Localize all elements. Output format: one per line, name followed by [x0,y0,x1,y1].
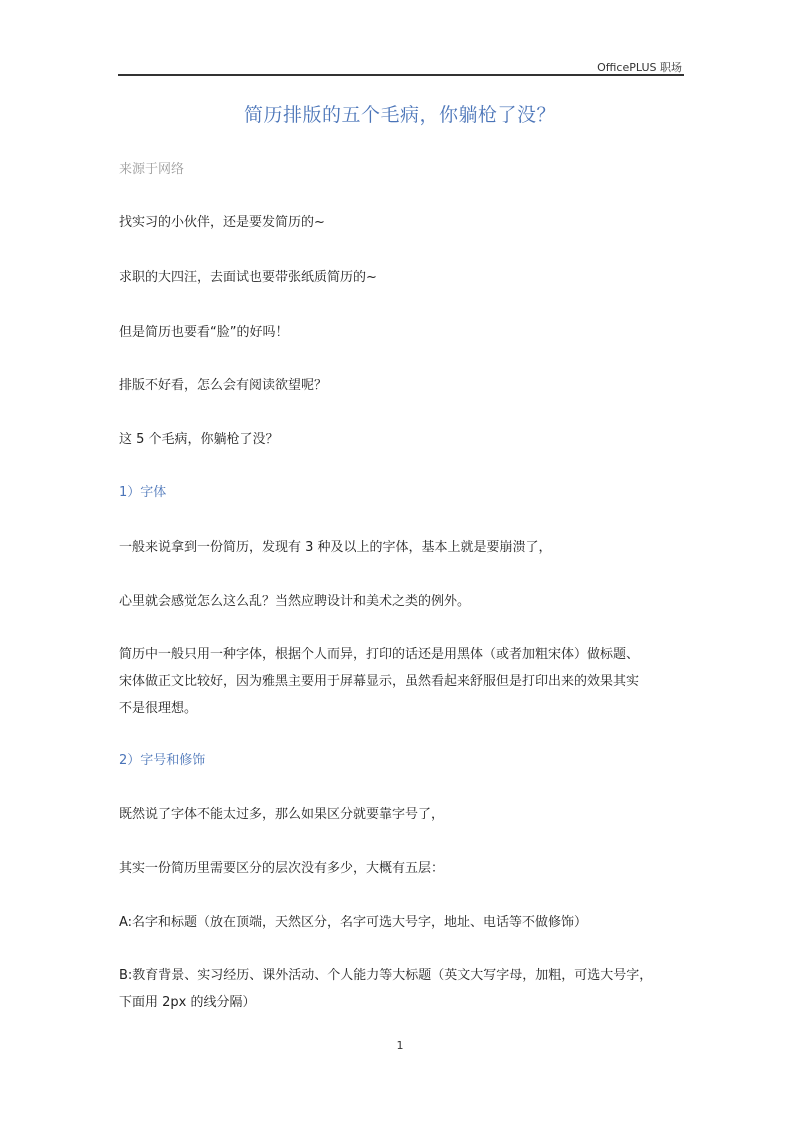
document-title: 简历排版的五个毛病，你躺枪了没？ [243,104,556,126]
section-heading-font: 1）字体 [119,485,167,500]
section2-paragraph: A:名字和标题（放在顶端，天然区分，名字可选大号字，地址、电话等不做修饰） [119,915,588,930]
intro-paragraph: 排版不好看，怎么会有阅读欲望呢？ [119,378,328,393]
header-brand: OfficePLUS 职场 [597,61,682,74]
source-line: 来源于网络 [119,162,185,177]
intro-paragraph: 但是简历也要看“脸”的好吗！ [119,325,289,340]
intro-paragraph: 找实习的小伙伴，还是要发简历的~ [119,215,325,230]
section1-paragraph: 简历中一般只用一种字体，根据个人而异，打印的话还是用黑体（或者加粗宋体）做标题、 [119,647,640,662]
section2-paragraph: 既然说了字体不能太过多，那么如果区分就要靠字号了， [119,807,445,822]
section1-paragraph: 一般来说拿到一份简历，发现有 3 种及以上的字体，基本上就是要崩溃了， [119,540,552,555]
section2-paragraph: 其实一份简历里需要区分的层次没有多少，大概有五层： [119,861,445,876]
section-heading-size: 2）字号和修饰 [119,753,206,768]
intro-paragraph: 这 5 个毛病，你躺枪了没？ [119,432,279,447]
section2-paragraph: 下面用 2px 的线分隔） [119,995,256,1010]
intro-paragraph: 求职的大四汪，去面试也要带张纸质简历的~ [119,270,377,285]
page-number: 1 [396,1039,404,1052]
section2-paragraph: B:教育背景、实习经历、课外活动、个人能力等大标题（英文大写字母，加粗，可选大号字， [119,968,653,983]
header-rule [118,74,684,76]
section1-paragraph: 不是很理想。 [119,701,198,716]
section1-paragraph: 心里就会感觉怎么这么乱？当然应聘设计和美术之类的例外。 [119,594,471,609]
section1-paragraph: 宋体做正文比较好，因为雅黑主要用于屏幕显示，虽然看起来舒服但是打印出来的效果其实 [119,674,640,689]
